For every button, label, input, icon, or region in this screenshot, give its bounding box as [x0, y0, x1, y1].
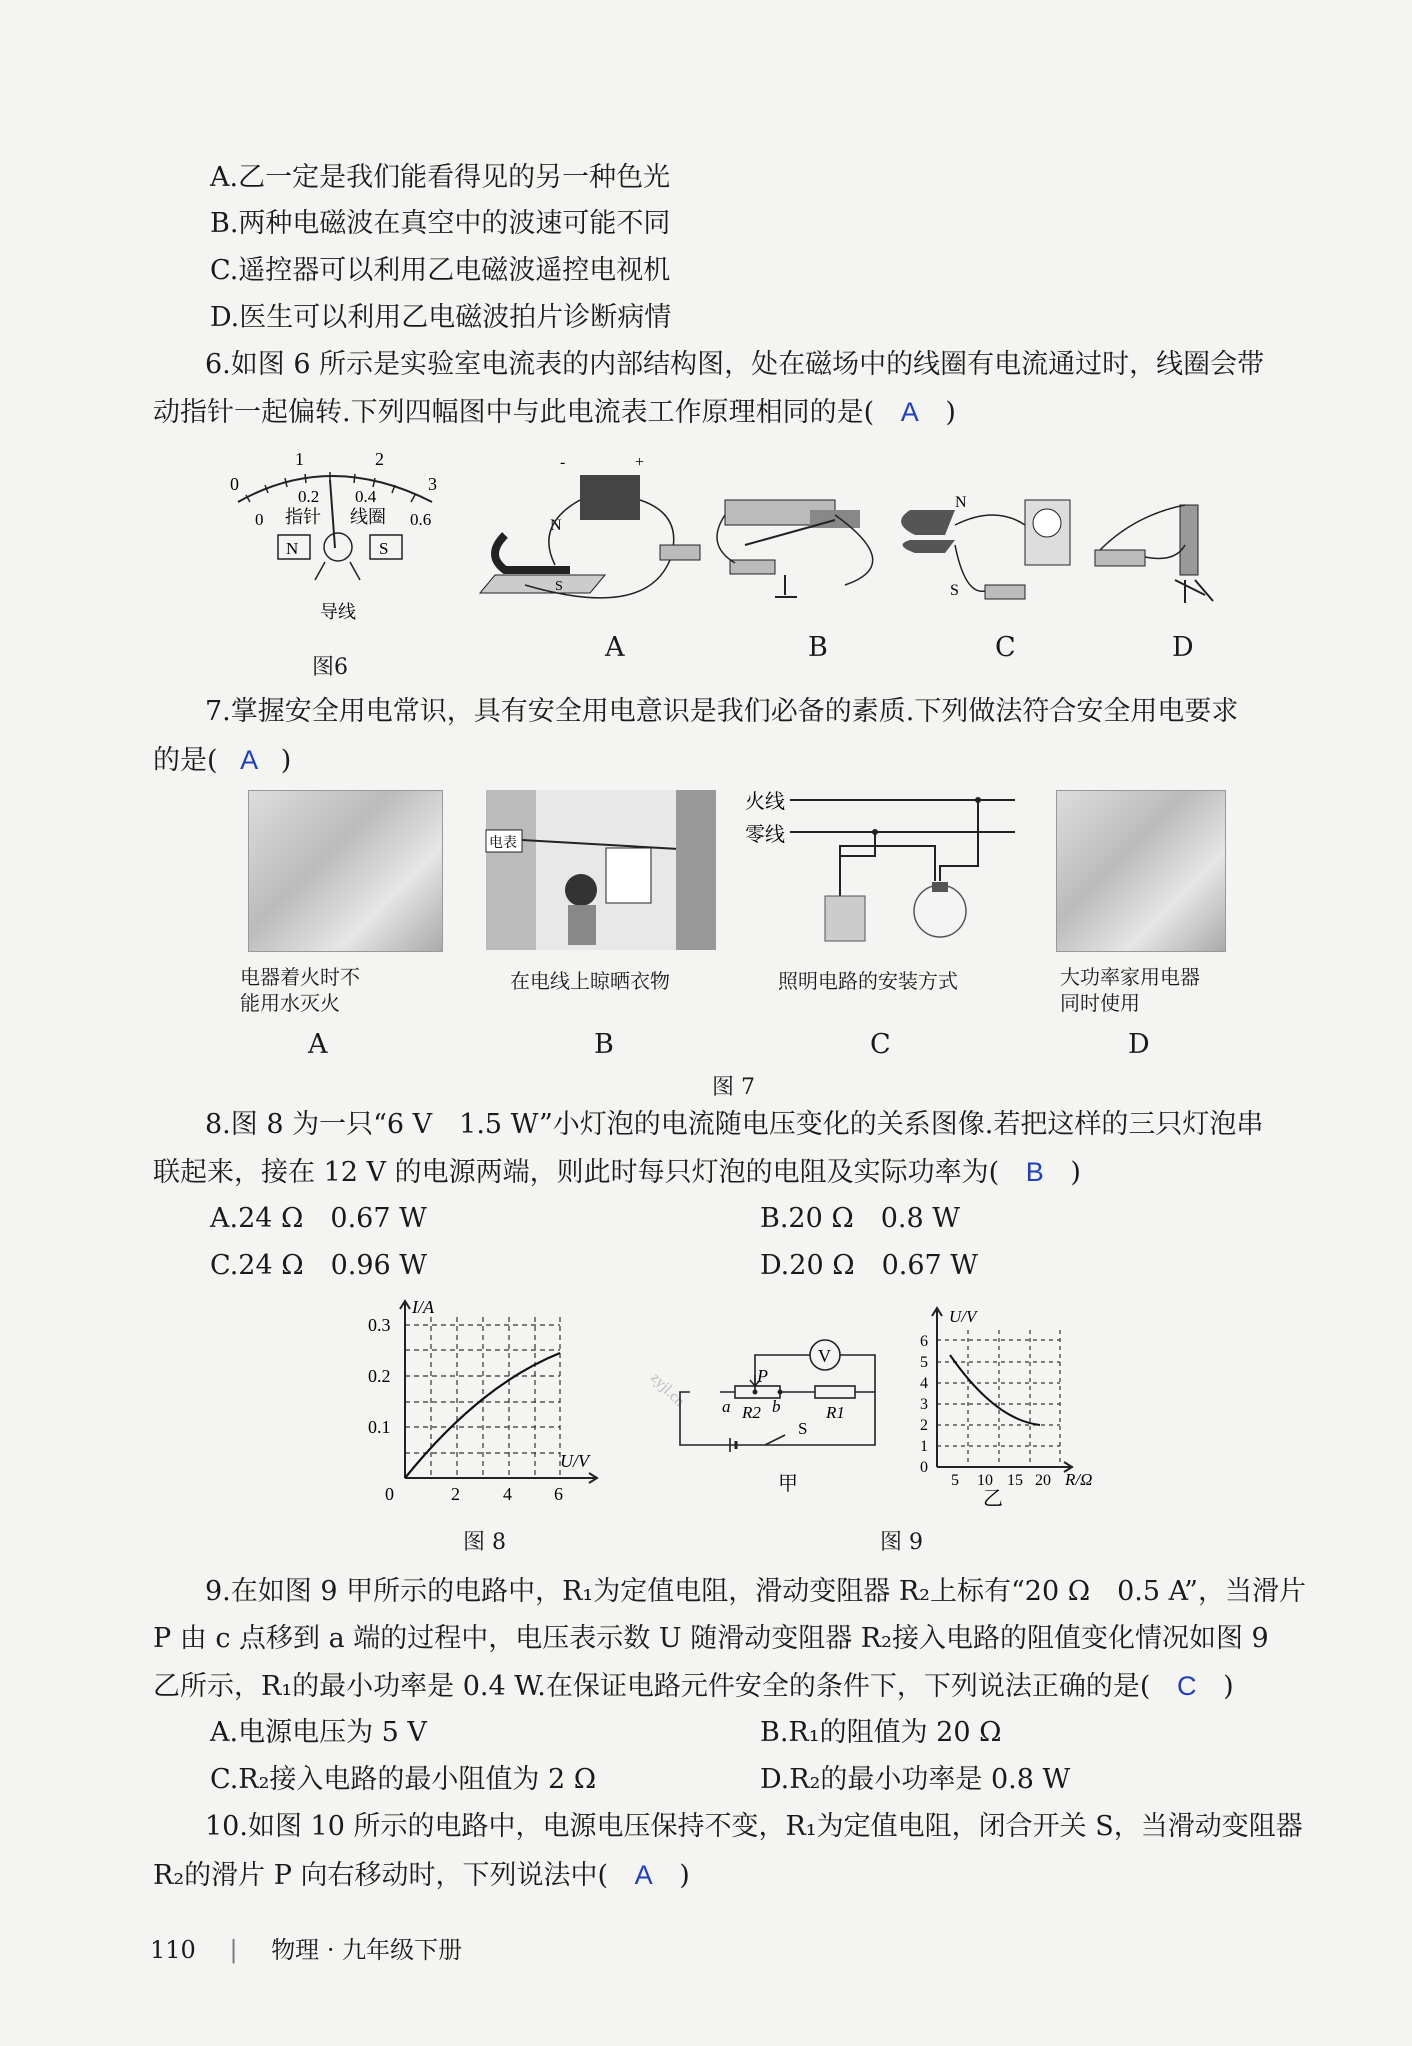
q10-line1: 10.如图 10 所示的电路中，电源电压保持不变，R₁为定值电阻，闭合开关 S，当滑动变阻器 — [205, 1811, 1303, 1842]
fig6-top-tick-1: 1 — [295, 449, 304, 469]
q5-option-c: C.遥控器可以利用乙电磁波遥控电视机 — [210, 255, 671, 286]
q10-line2 — [153, 1855, 690, 1896]
q9-option-b: B.R₁的阻值为 20 Ω — [760, 1717, 1002, 1748]
fig9-ytick-3: 3 — [920, 1396, 928, 1413]
fig7-caption-d-line1: 大功率家用电器 — [1060, 967, 1200, 989]
q7-answer: A — [240, 745, 259, 775]
page-footer — [150, 1930, 462, 1965]
fig6-option-b: B — [808, 632, 828, 663]
q7-line1: 7.掌握安全用电常识，具有安全用电意识是我们必备的素质.下列做法符合安全用电要求 — [205, 696, 1239, 727]
fig7-caption: 图 7 — [712, 1075, 755, 1100]
fig9-sub-caption-b: 乙 — [983, 1488, 1003, 1510]
fig8-xtick-3: 6 — [554, 1484, 563, 1504]
q9-option-d: D.R₂的最小功率是 0.8 W — [760, 1764, 1071, 1795]
q8-line2-text: 联起来，接在 12 V 的电源两端，则此时每只灯泡的电阻及实际功率为( — [153, 1157, 1000, 1188]
fig9-caption: 图 9 — [880, 1530, 923, 1555]
fig7-circuit-c — [740, 786, 1020, 956]
q9-line3 — [153, 1666, 1234, 1707]
q10-line2-text: R₂的滑片 P 向右移动时，下列说法中( — [153, 1860, 609, 1891]
fig6-option-d: D — [1172, 632, 1194, 663]
q6-line2-close: ) — [945, 397, 956, 428]
fig6-caption: 图6 — [312, 655, 348, 680]
fig8-caption: 图 8 — [463, 1530, 506, 1555]
fig9-label-b: b — [772, 1397, 781, 1416]
fig9-xtick-15: 15 — [1007, 1472, 1023, 1489]
fig9-ytick-5: 5 — [920, 1354, 928, 1371]
footer-separator: | — [229, 1936, 238, 1964]
fig6-pointer-label: 指针 — [285, 507, 321, 527]
q9-line1: 9.在如图 9 甲所示的电路中，R₁为定值电阻，滑动变阻器 R₂上标有“20 Ω 0.5 A”，当滑片 — [205, 1576, 1306, 1607]
fig9-label-r2: R2 — [742, 1403, 761, 1422]
fig9-watermark: zyjl.cn — [647, 1370, 688, 1410]
q10-answer: A — [634, 1860, 653, 1890]
fig6-bottom-tick-0: 0 — [255, 510, 264, 529]
q8-line2 — [153, 1152, 1081, 1193]
fig7-option-d: D — [1128, 1029, 1150, 1060]
fig7-live-wire: 火线 — [745, 791, 785, 813]
fig6-top-tick-2: 2 — [375, 449, 384, 469]
q6-line2 — [153, 392, 956, 433]
fig9-label-a: a — [722, 1397, 731, 1416]
fig8-xlabel: U/V — [560, 1451, 589, 1471]
q9-line3-close: ) — [1223, 1671, 1234, 1702]
q5-option-d: D.医生可以利用乙电磁波拍片诊断病情 — [210, 302, 672, 333]
q7-line2 — [153, 740, 291, 781]
q5-option-a: A.乙一定是我们能看得见的另一种色光 — [210, 162, 671, 193]
fig6-wire-label: 导线 — [320, 602, 356, 622]
q7-line2-text: 的是( — [153, 745, 218, 776]
fig6-a-pole-s: S — [555, 579, 563, 594]
fig7-caption-a-line1: 电器着火时不 — [240, 967, 360, 989]
fig8-ytick-0: 0.3 — [368, 1315, 391, 1335]
q8-option-b: B.20 Ω 0.8 W — [760, 1203, 961, 1234]
q8-option-a: A.24 Ω 0.67 W — [210, 1203, 427, 1234]
fig7-meter-label: 电表 — [489, 836, 517, 851]
q6-line1: 6.如图 6 所示是实验室电流表的内部结构图，处在磁场中的线圈有电流通过时，线圈会带 — [205, 349, 1265, 380]
q7-line2-close: ) — [280, 745, 292, 776]
fig9-voltmeter: V — [818, 1346, 831, 1366]
q9-option-c: C.R₂接入电路的最小阻值为 2 Ω — [210, 1764, 597, 1795]
q9-answer: C — [1177, 1671, 1197, 1701]
fig9-xtick-10: 10 — [977, 1472, 993, 1489]
fig6-a-minus: - — [560, 454, 566, 471]
fig7-caption-a-line2: 能用水灭火 — [240, 993, 340, 1015]
fig6-bottom-tick-3: 0.6 — [410, 510, 432, 529]
fig6-top-tick-0: 0 — [230, 474, 239, 494]
figure-8-graph — [360, 1295, 610, 1525]
fig8-xtick-2: 4 — [503, 1484, 512, 1504]
fig9-ytick-1: 1 — [920, 1438, 928, 1455]
q6-answer: A — [900, 397, 919, 427]
q8-line1: 8.图 8 为一只“6 V 1.5 W”小灯泡的电流随电压变化的关系图像.若把这样的三只灯泡串 — [205, 1109, 1264, 1140]
fig9-ytick-2: 2 — [920, 1417, 928, 1434]
fig9-ytick-0: 0 — [920, 1459, 928, 1476]
figure-9-circuit — [647, 1330, 880, 1505]
fig6-option-c: C — [995, 632, 1016, 663]
fig6-a-pole-n: N — [550, 517, 562, 534]
fig6-coil-label: 线圈 — [350, 507, 386, 527]
fig8-xtick-1: 2 — [451, 1484, 460, 1504]
fig7-caption-d-line2: 同时使用 — [1060, 993, 1140, 1015]
fig6-c-pole-n: N — [955, 494, 967, 511]
book-title: 物理 · 九年级下册 — [271, 1936, 463, 1964]
figure-6-options — [485, 445, 1245, 625]
fig7-photo-d — [1056, 790, 1226, 952]
fig6-magnet-n: N — [286, 539, 299, 558]
q5-option-b: B.两种电磁波在真空中的波速可能不同 — [210, 208, 671, 239]
fig7-option-a: A — [308, 1029, 328, 1060]
fig6-c-pole-s: S — [950, 582, 959, 599]
q8-option-c: C.24 Ω 0.96 W — [210, 1250, 428, 1281]
fig9-sub-caption-a: 甲 — [778, 1473, 798, 1495]
fig8-ylabel: I/A — [412, 1297, 434, 1317]
fig7-caption-b: 在电线上晾晒衣物 — [510, 971, 670, 993]
fig9-xtick-20: 20 — [1035, 1472, 1051, 1489]
q6-line2-text: 动指针一起偏转.下列四幅图中与此电流表工作原理相同的是( — [153, 397, 875, 428]
fig6-bottom-tick-1: 0.2 — [298, 487, 320, 506]
q8-line2-close: ) — [1070, 1157, 1081, 1188]
fig6-a-plus: + — [635, 454, 645, 471]
fig7-illustration-b — [486, 790, 716, 950]
fig7-photo-a — [248, 790, 443, 952]
fig9-label-s: S — [798, 1419, 808, 1438]
q9-line2: P 由 c 点移到 a 端的过程中，电压表示数 U 随滑动变阻器 R₂接入电路的阻值变化情况如图 9 — [153, 1623, 1269, 1654]
q8-answer: B — [1025, 1157, 1044, 1187]
q10-line2-close: ) — [679, 1860, 690, 1891]
fig7-caption-c: 照明电路的安装方式 — [778, 971, 958, 993]
fig9-label-p: P — [757, 1366, 768, 1386]
fig7-option-b: B — [594, 1029, 614, 1060]
fig9-ylabel: U/V — [949, 1307, 977, 1326]
fig7-neutral-wire: 零线 — [745, 824, 785, 846]
fig6-top-tick-3: 3 — [428, 474, 437, 494]
fig9-ytick-4: 4 — [920, 1375, 928, 1392]
fig8-xtick-0: 0 — [385, 1484, 394, 1504]
q9-line3-text: 乙所示，R₁的最小功率是 0.4 W.在保证电路元件安全的条件下，下列说法正确的是( — [153, 1671, 1151, 1702]
fig7-option-c: C — [870, 1029, 891, 1060]
q8-option-d: D.20 Ω 0.67 W — [760, 1250, 979, 1281]
figure-6-ammeter — [210, 440, 450, 622]
fig7-caption-d — [1060, 965, 1280, 1017]
figure-9-graph — [905, 1300, 1125, 1510]
fig7-caption-a — [240, 965, 460, 1017]
fig8-ytick-2: 0.1 — [368, 1417, 391, 1437]
fig9-xtick-5: 5 — [951, 1472, 959, 1489]
fig6-option-a: A — [605, 632, 625, 663]
page-number: 110 — [150, 1936, 196, 1964]
q9-option-a: A.电源电压为 5 V — [210, 1717, 427, 1748]
fig8-ytick-1: 0.2 — [368, 1366, 391, 1386]
fig6-magnet-s: S — [379, 539, 389, 558]
fig6-bottom-tick-2: 0.4 — [355, 487, 377, 506]
fig9-xlabel: R/Ω — [1065, 1470, 1093, 1489]
fig9-label-r1: R1 — [826, 1403, 845, 1422]
fig9-ytick-6: 6 — [920, 1333, 928, 1350]
